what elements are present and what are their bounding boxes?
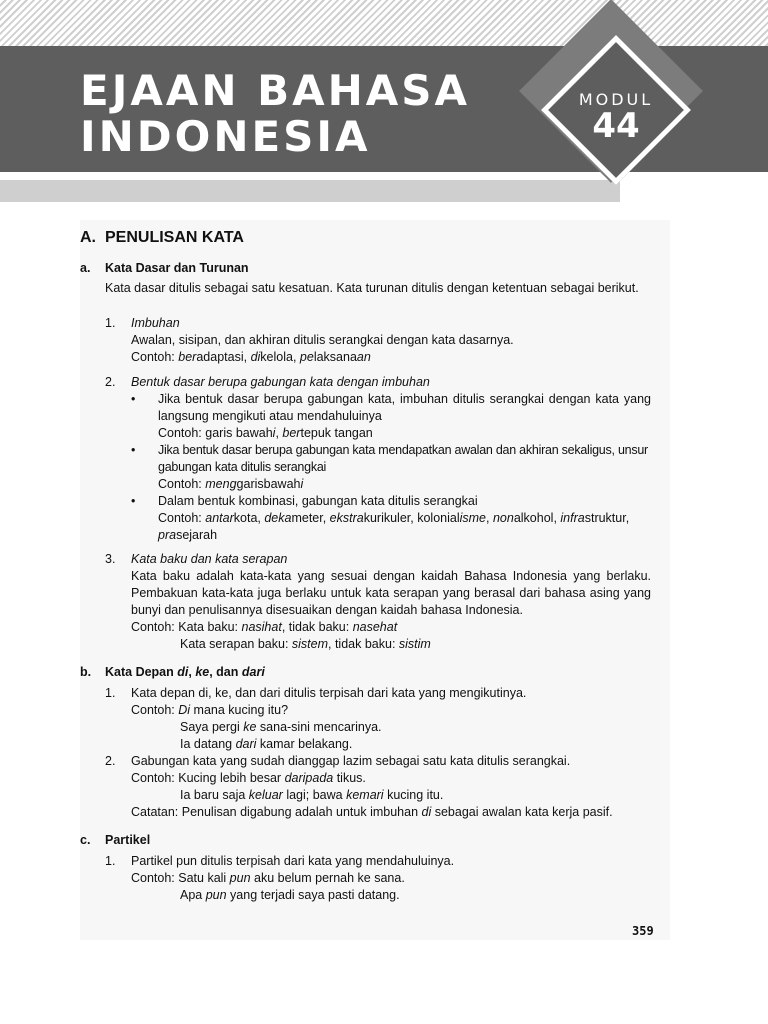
item-a3-number: 3. xyxy=(105,552,116,566)
bullet-1-example: Contoh: garis bawahi, bertepuk tangan xyxy=(158,426,373,440)
sub-a-intro: Kata dasar ditulis sebagai satu kesatuan. Kata turunan ditulis dengan ketentuan sebagai berikut. xyxy=(105,281,639,295)
bullet-3: • xyxy=(131,494,136,508)
item-b1-text: Kata depan di, ke, dan dari ditulis terpisah dari kata yang mengikutinya. xyxy=(131,686,527,700)
item-a2-title: Bentuk dasar berupa gabungan kata dengan imbuhan xyxy=(131,375,430,389)
module-title-line2: INDONESIA xyxy=(80,112,371,161)
bullet-1-text: Jika bentuk dasar berupa gabungan kata, imbuhan ditulis serangkai dengan kata yang langsung mengikuti atau mendahuluinya xyxy=(158,392,651,423)
item-a1-title: Imbuhan xyxy=(131,316,180,330)
page-number: 359 xyxy=(632,924,654,938)
item-a2-number: 2. xyxy=(105,375,116,389)
item-a3-text: Kata baku adalah kata-kata yang sesuai dengan kaidah Bahasa Indonesia yang berlaku. Pembakuan kata-kata juga berlaku untuk kata serapan yang berasal dari bahasa asing yang bunyi dan penulisannya disesuaikan dengan kaidah bahasa Indonesia. xyxy=(131,569,651,617)
bullet-1: • xyxy=(131,392,136,406)
bullet-2-text: Jika bentuk dasar berupa gabungan kata mendapatkan awalan dan akhiran sekaligus, unsur gabungan kata ditulis serangkai xyxy=(158,443,648,474)
item-c1-example-2: Apa pun yang terjadi saya pasti datang. xyxy=(180,888,400,902)
item-b2-example-2: Ia baru saja keluar lagi; bawa kemari kucing itu. xyxy=(180,788,444,802)
item-c1-number: 1. xyxy=(105,854,116,868)
sub-c-title: Partikel xyxy=(105,833,151,847)
item-a3-example-2: Kata serapan baku: sistem, tidak baku: sistim xyxy=(180,637,431,651)
item-c1-example-1: Contoh: Satu kali pun aku belum pernah ke sana. xyxy=(131,871,405,885)
item-b2-number: 2. xyxy=(105,754,116,768)
section-a-letter: A. xyxy=(80,229,96,246)
modul-label: MODUL xyxy=(578,90,654,109)
item-a1-number: 1. xyxy=(105,316,116,330)
sub-b-letter: b. xyxy=(80,665,92,679)
item-a1-example: Contoh: beradaptasi, dikelola, pelaksanaan xyxy=(131,350,371,364)
bullet-2: • xyxy=(131,443,136,457)
sub-a-title: Kata Dasar dan Turunan xyxy=(105,261,249,275)
bullet-3-example: Contoh: antarkota, dekameter, ekstrakurikuler, kolonialisme, nonalkohol, infrastruktur, prasejarah xyxy=(158,511,630,542)
item-b1-number: 1. xyxy=(105,686,116,700)
sub-c-letter: c. xyxy=(80,833,91,847)
modul-number: 44 xyxy=(592,106,640,146)
sub-a-letter: a. xyxy=(80,261,91,275)
item-b2-note: Catatan: Penulisan digabung adalah untuk imbuhan di sebagai awalan kata kerja pasif. xyxy=(131,805,613,819)
item-b2-example-1: Contoh: Kucing lebih besar daripada tikus. xyxy=(131,771,366,785)
item-b2-text: Gabungan kata yang sudah dianggap lazim sebagai satu kata ditulis serangkai. xyxy=(131,754,571,768)
item-a3-title: Kata baku dan kata serapan xyxy=(131,552,288,566)
section-a-heading: PENULISAN KATA xyxy=(105,229,244,246)
item-c1-text: Partikel pun ditulis terpisah dari kata yang mendahuluinya. xyxy=(131,854,455,868)
module-title-line1: EJAAN BAHASA xyxy=(80,66,471,115)
item-a3-example-1: Contoh: Kata baku: nasihat, tidak baku: nasehat xyxy=(131,620,398,634)
item-b1-example-1: Contoh: Di mana kucing itu? xyxy=(131,703,289,717)
bullet-2-example: Contoh: menggarisbawahi xyxy=(158,477,304,491)
bullet-3-text: Dalam bentuk kombinasi, gabungan kata ditulis serangkai xyxy=(158,494,478,508)
item-b1-example-2: Saya pergi ke sana-sini mencarinya. xyxy=(180,720,382,734)
item-b1-example-3: Ia datang dari kamar belakang. xyxy=(180,737,353,751)
item-a1-text: Awalan, sisipan, dan akhiran ditulis serangkai dengan kata dasarnya. xyxy=(131,333,514,347)
sub-b-title: Kata Depan di, ke, dan dari xyxy=(105,665,265,679)
